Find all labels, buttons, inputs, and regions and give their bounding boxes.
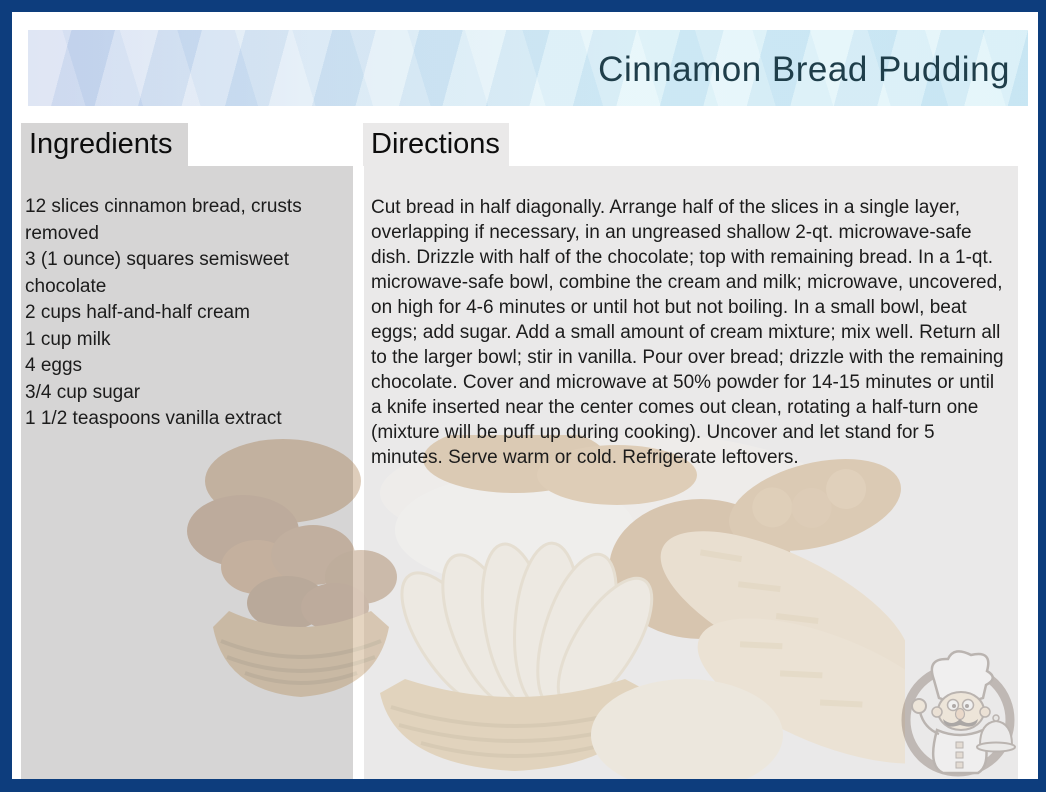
- directions-heading: [363, 123, 509, 166]
- ingredients-heading: [21, 123, 188, 166]
- ingredient-item: 1 cup milk: [25, 328, 111, 350]
- directions-text: [371, 195, 1007, 470]
- ingredients-heading-label: Ingredients: [29, 128, 173, 160]
- ingredient-item: 3 (1 ounce) squares semisweet chocolate: [25, 249, 290, 297]
- bread-photo-watermark: [185, 435, 905, 779]
- page-title: Cinnamon Bread Pudding: [598, 50, 1010, 89]
- directions-heading-label: Directions: [371, 128, 500, 160]
- ingredient-item: 4 eggs: [25, 355, 83, 376]
- ingredient-item: 3/4 cup sugar: [25, 381, 141, 403]
- directions-paragraph: Cut bread in half diagonally. Arrange half of the slices in a single layer, overlapping if necessary, in an ungreased shallow 2-qt. microwave-safe dish. Drizzle with half of the chocolate; top with remaining bread. In a 1-qt. microwave-safe bowl, combine the cream and milk; microwave, uncovered, on high for 4-6 minutes or until hot but not boiling. In a small bowl, beat eggs; add sugar. Add a small amount of cream mixture; mix well. Return all to the larger bowl; stir in vanilla. Pour over bread; drizzle with the remaining chocolate. Cover and microwave at 50% powder for 14-15 minutes or until a knife inserted near the center comes out clean, rotating a half-turn one (mixture will be puff up during cooking). Uncover and let stand for 5 minutes. Serve warm or cold. Refrigerate leftovers.: [371, 197, 1004, 468]
- title-banner: [28, 30, 1028, 106]
- ingredient-item: 1 1/2 teaspoons vanilla extract: [25, 408, 282, 429]
- ingredient-item: 12 slices cinnamon bread, crusts removed: [25, 196, 302, 244]
- ingredients-list: [25, 194, 345, 433]
- chef-logo-icon: [898, 648, 1018, 779]
- ingredient-item: 2 cups half-and-half cream: [25, 302, 250, 323]
